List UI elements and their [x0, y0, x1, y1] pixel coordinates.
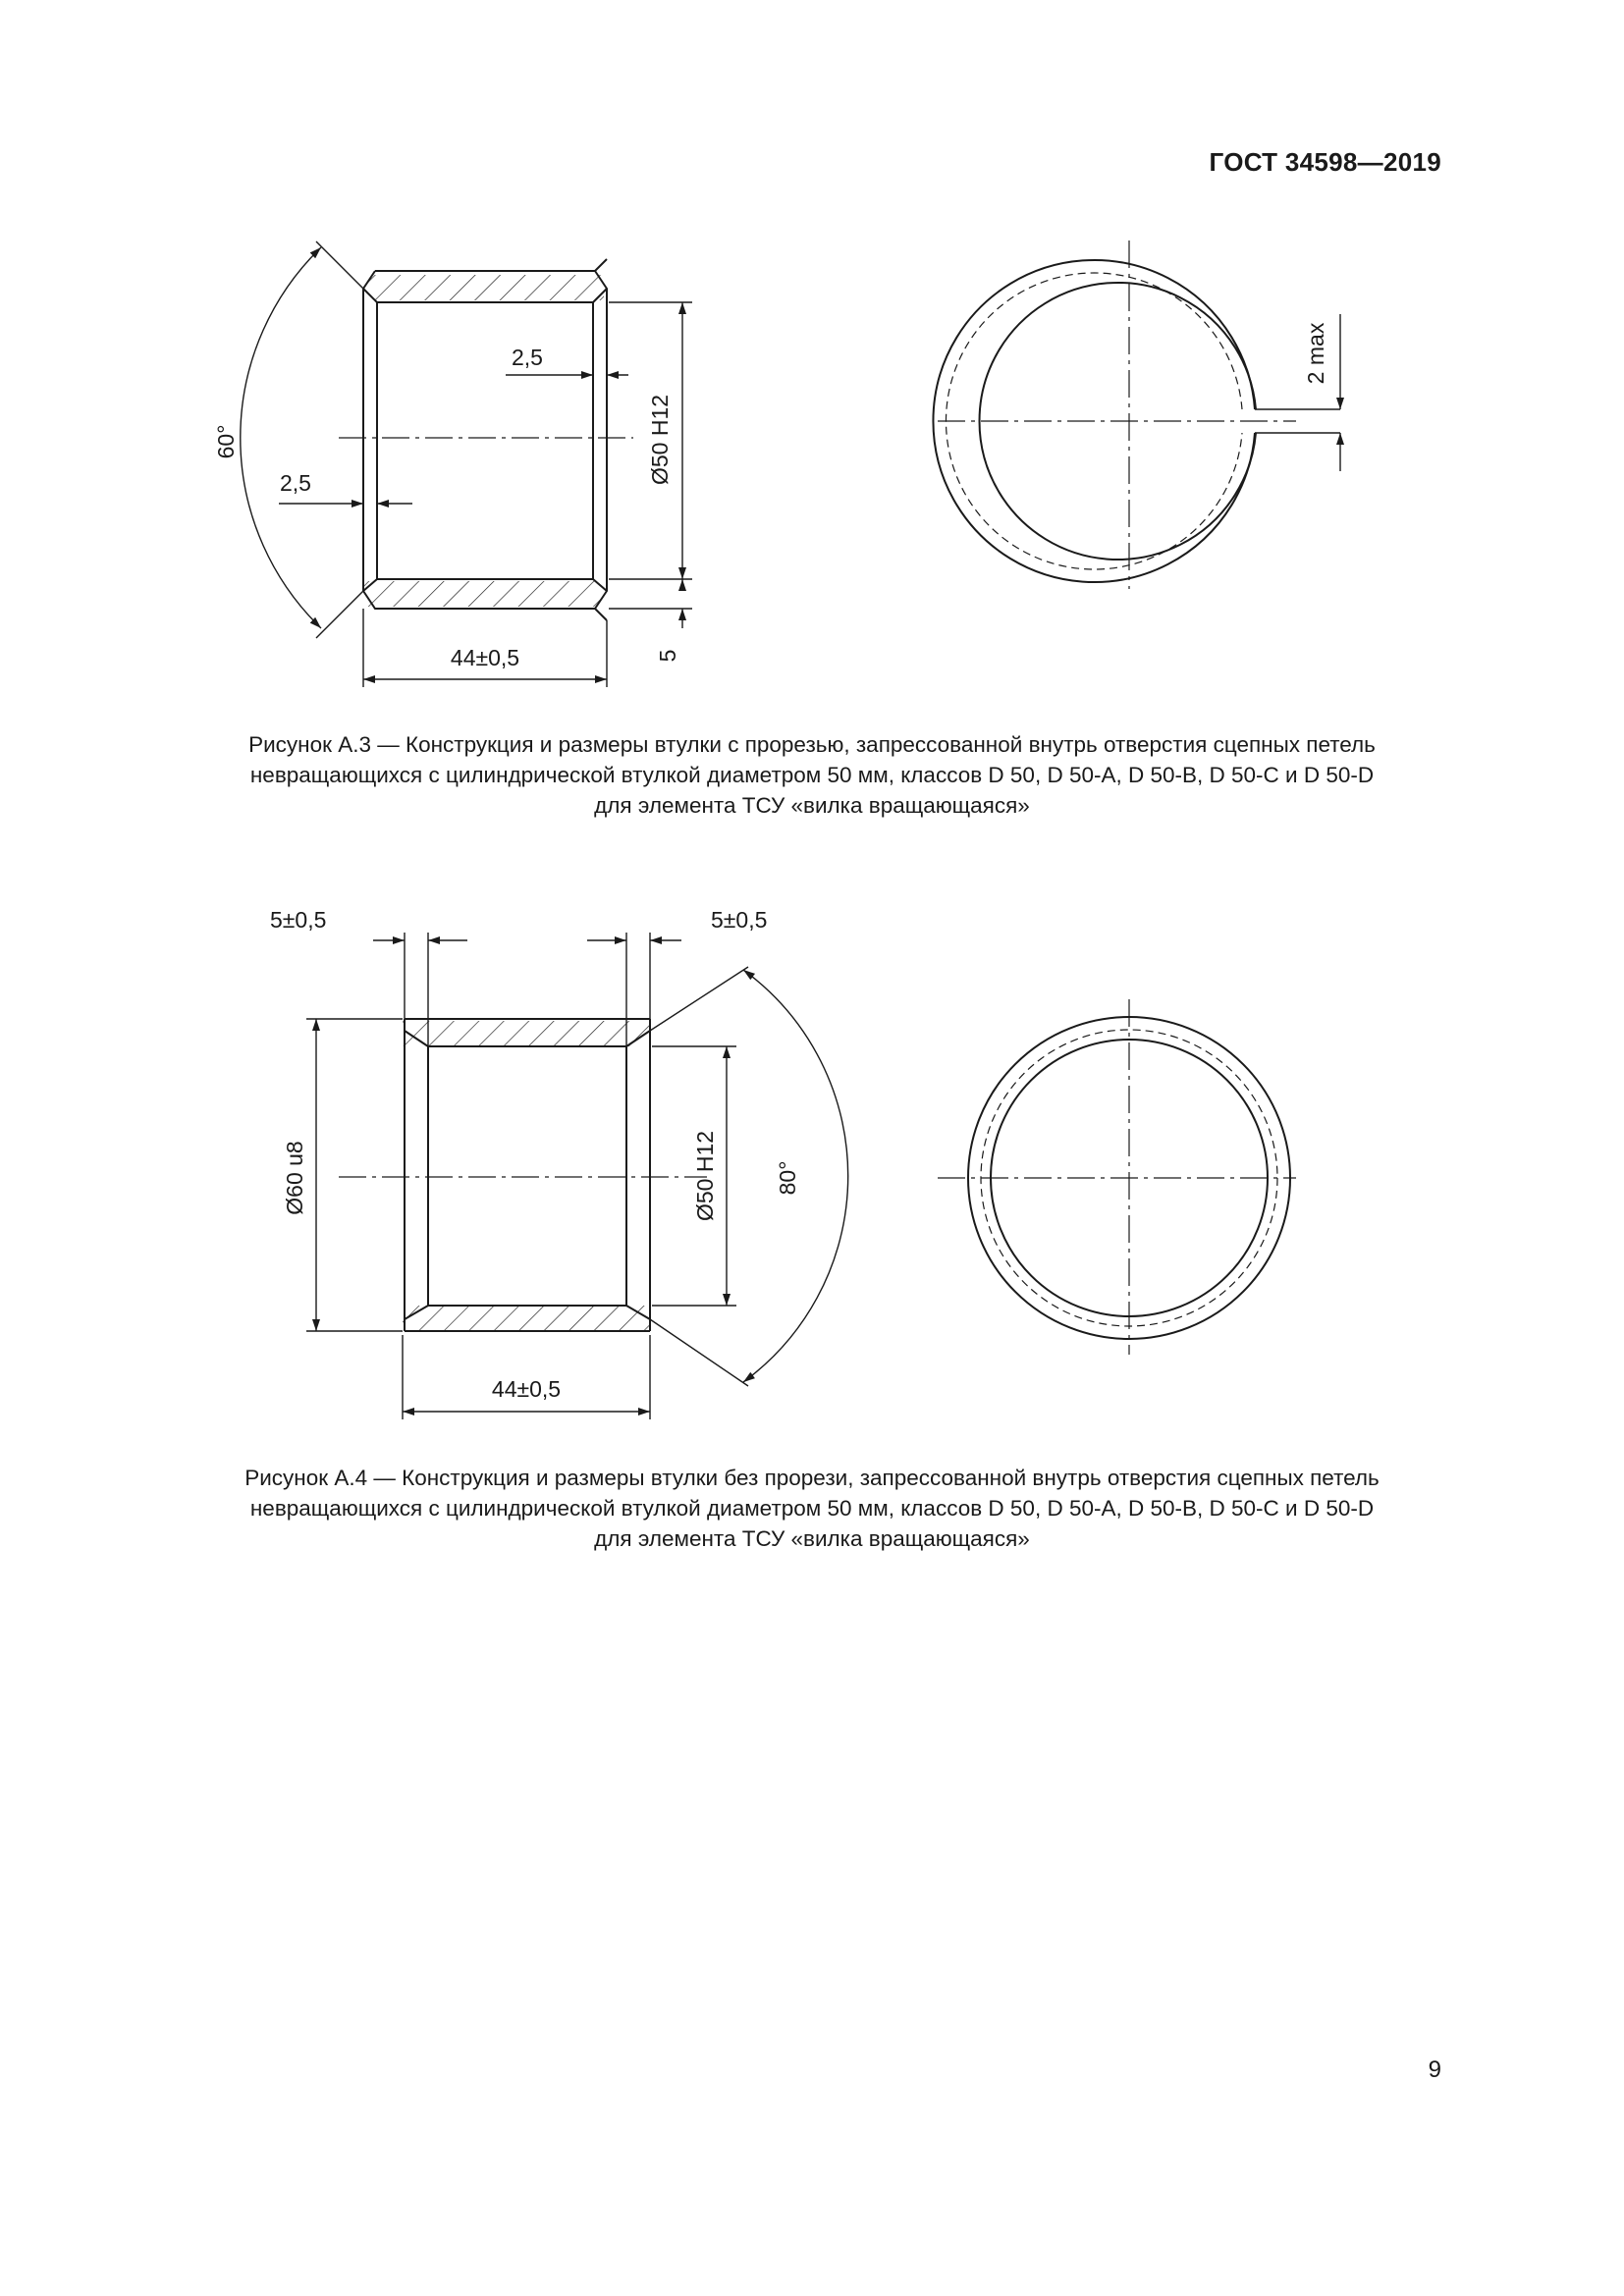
- a4-angle-dimension: [650, 967, 848, 1386]
- a3-chamfer-left-label: 2,5: [280, 470, 311, 496]
- a3-angle-dimension: [241, 241, 363, 638]
- figure-a4-drawing: [0, 883, 1624, 1433]
- page-number: 9: [1428, 2056, 1441, 2083]
- a3-wall-label: 5: [655, 649, 680, 663]
- a4-length-label: 44±0,5: [491, 1376, 562, 1402]
- caption-line: невращающихся с цилиндрической втулкой диаметром 50 мм, классов D 50, D 50-A, D 50-B, D 50-C и D 50-D: [249, 763, 1375, 787]
- a3-slot-label: 2 max: [1303, 322, 1328, 385]
- a4-outer-diameter-dimension: [306, 1019, 403, 1331]
- a3-section-view: [363, 259, 607, 620]
- figure-a4-caption: [118, 1463, 1506, 1554]
- a4-chamfer-left-label: 5±0,5: [270, 907, 327, 933]
- caption-line: для элемента ТСУ «вилка вращающаяся»: [594, 793, 1030, 818]
- a3-outer-outline: [363, 259, 607, 620]
- figure-a3-caption: [118, 729, 1506, 821]
- a4-section-view: [403, 1019, 650, 1331]
- caption-line: для элемента ТСУ «вилка вращающаяся»: [594, 1526, 1030, 1551]
- a4-inner-diameter-label: Ø50 H12: [692, 1130, 718, 1222]
- figure-a3-drawing: [0, 0, 1624, 707]
- a3-inner-diameter-label: Ø50 H12: [647, 394, 673, 486]
- a4-chamfer-right-label: 5±0,5: [711, 907, 768, 933]
- a4-outer-diameter-label: Ø60 u8: [282, 1141, 307, 1215]
- a3-angle-label: 60°: [213, 424, 239, 459]
- document-header: ГОСТ 34598—2019: [1209, 147, 1441, 177]
- caption-line: Рисунок А.4 — Конструкция и размеры втулки без прорези, запрессованной внутрь отверстия сцепных петель: [244, 1466, 1380, 1490]
- a3-wall-dimension: [609, 579, 692, 628]
- a3-chamfer-top-label: 2,5: [512, 345, 543, 370]
- a3-end-view: [933, 240, 1340, 589]
- a3-top-wall-hatch: [364, 275, 604, 300]
- caption-line: Рисунок А.3 — Конструкция и размеры втулки с прорезью, запрессованной внутрь отверстия сцепных петель: [248, 732, 1376, 757]
- a4-angle-label: 80°: [775, 1160, 800, 1196]
- caption-line: невращающихся с цилиндрической втулкой диаметром 50 мм, классов D 50, D 50-A, D 50-B, D 50-C и D 50-D: [249, 1496, 1375, 1521]
- a3-bottom-wall-hatch: [364, 581, 604, 607]
- a3-length-label: 44±0,5: [450, 645, 520, 670]
- a4-top-wall-hatch: [403, 1021, 650, 1046]
- a4-bottom-wall-hatch: [403, 1306, 650, 1331]
- a4-end-view: [938, 999, 1296, 1355]
